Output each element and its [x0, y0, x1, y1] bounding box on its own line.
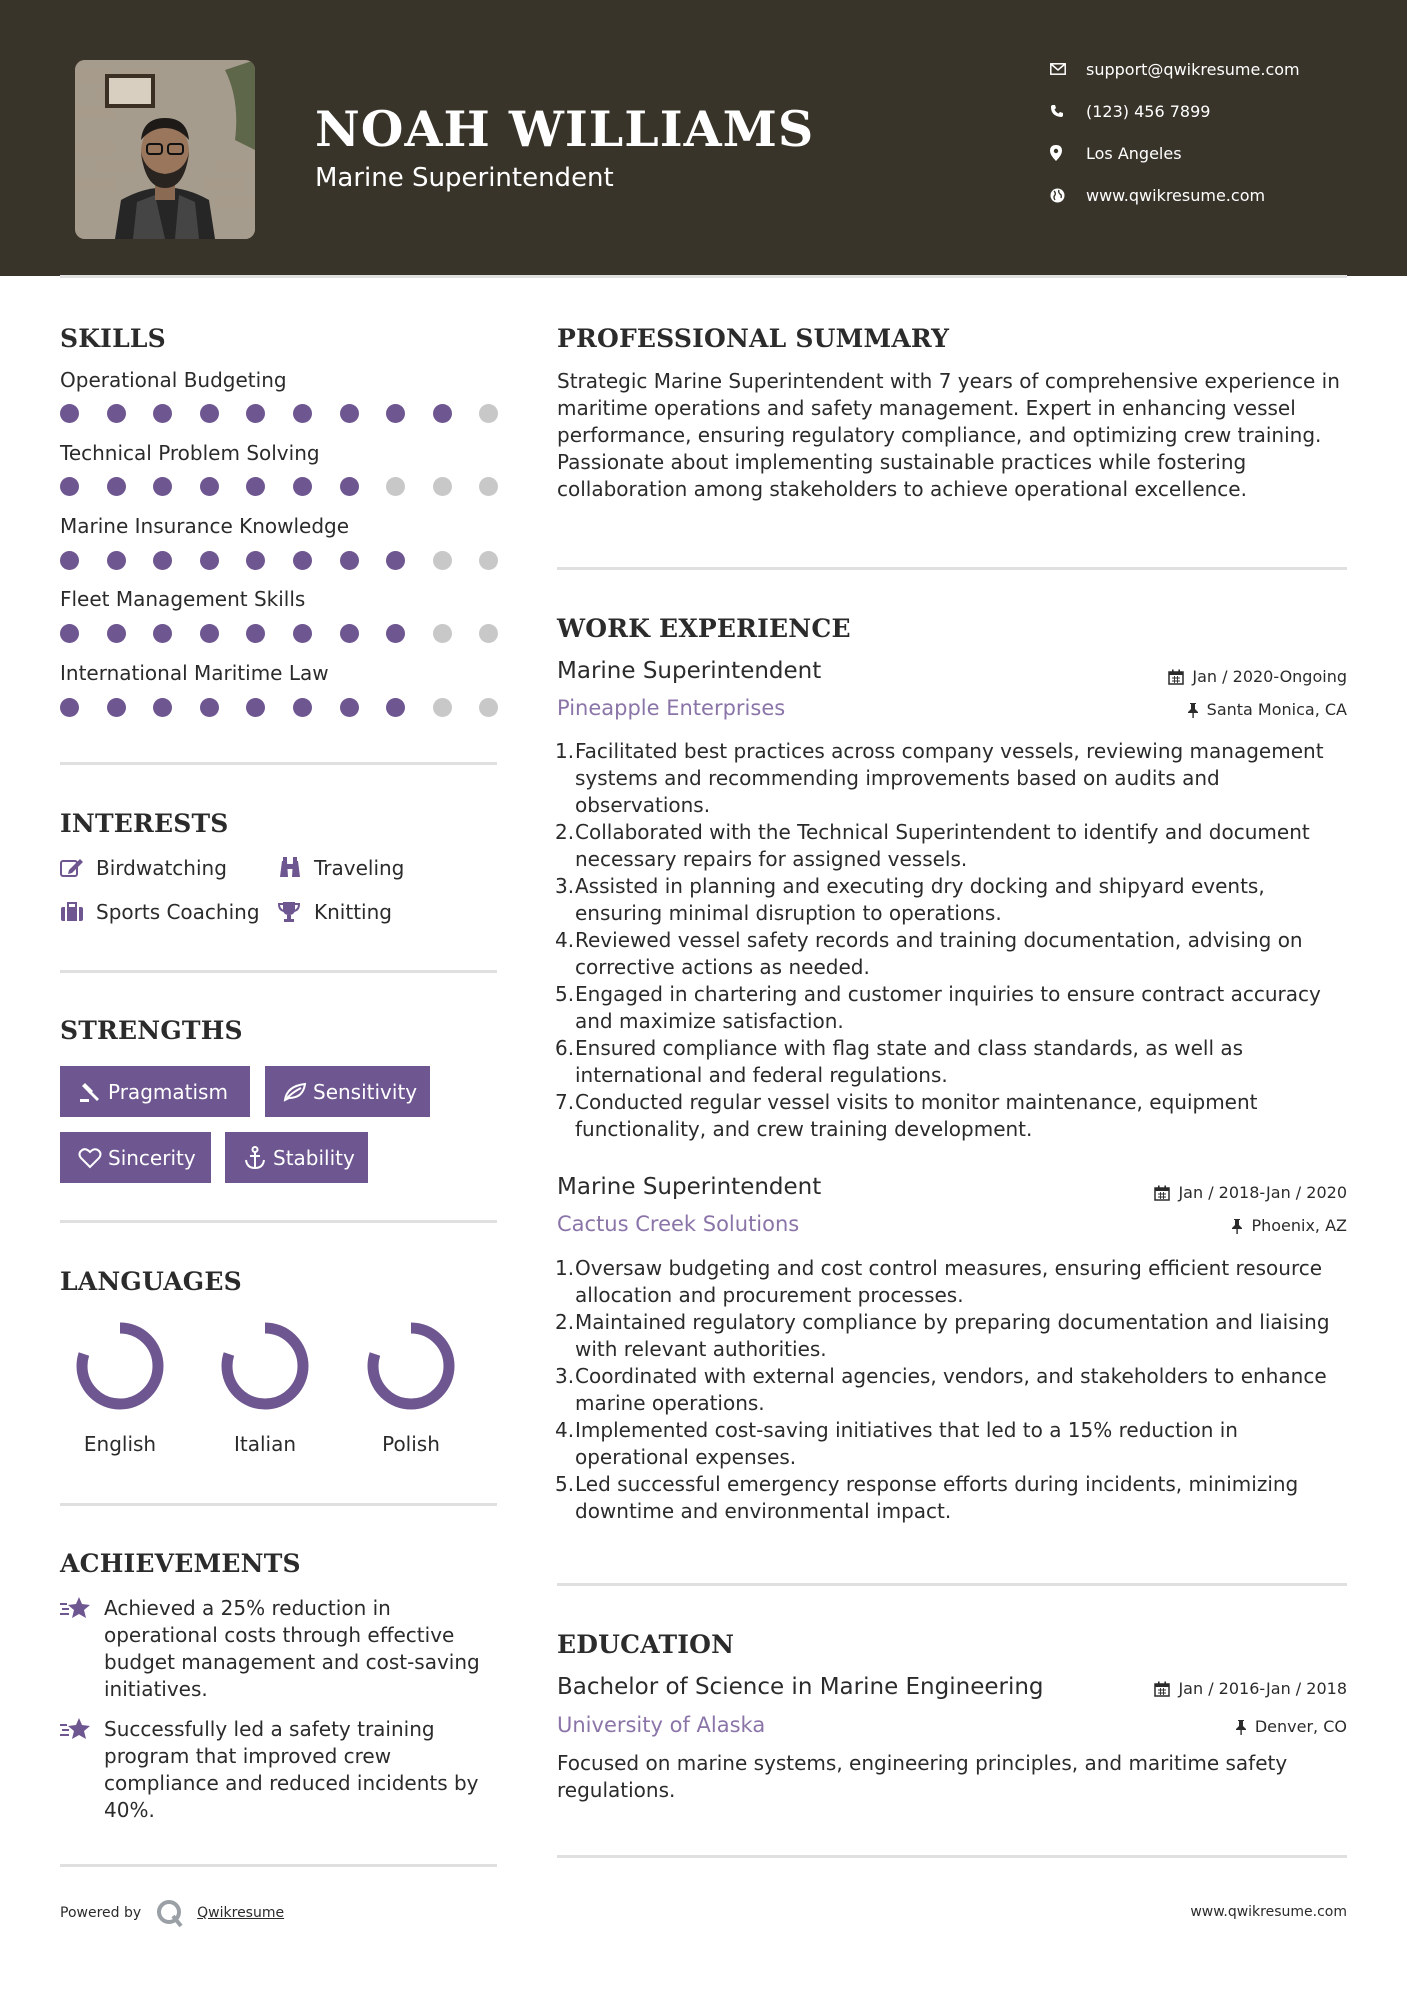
- skill-dot-filled: [246, 698, 265, 717]
- job-dates-text: Jan / 2020-Ongoing: [1192, 667, 1347, 686]
- pushpin-icon: [1231, 1218, 1243, 1234]
- globe-icon: [1050, 188, 1086, 203]
- skill-dot-filled: [60, 698, 79, 717]
- anchor-icon: [237, 1146, 273, 1170]
- section-divider: [557, 567, 1347, 570]
- degree-title: Bachelor of Science in Marine Engineering: [557, 1674, 1044, 1700]
- skill-rating: [60, 624, 500, 644]
- skill-dot-filled: [60, 477, 79, 496]
- contact-website[interactable]: [1050, 180, 1380, 210]
- skill-dot-filled: [246, 551, 265, 570]
- qwikresume-link[interactable]: Qwikresume: [197, 1905, 285, 1921]
- education-dates: [1154, 1679, 1347, 1698]
- skill-dot-filled: [153, 477, 172, 496]
- skill-dot-filled: [153, 551, 172, 570]
- skill-dot-filled: [293, 698, 312, 717]
- skill-dot-filled: [340, 551, 359, 570]
- job-dates: [1168, 667, 1347, 686]
- skill-name: Marine Insurance Knowledge: [60, 514, 350, 538]
- company-name: Cactus Creek Solutions: [557, 1212, 800, 1236]
- section-divider: [60, 762, 497, 765]
- education-dates-text: Jan / 2016-Jan / 2018: [1178, 1679, 1347, 1698]
- skill-dot-filled: [200, 624, 219, 643]
- star-icon: [60, 1716, 94, 1746]
- strength-label: Sincerity: [108, 1145, 196, 1170]
- skill-dot-empty: [479, 624, 498, 643]
- skill-dot-empty: [479, 477, 498, 496]
- skill-dot-filled: [433, 404, 452, 423]
- pencil-square-icon: [60, 858, 96, 878]
- skill-dot-filled: [107, 404, 126, 423]
- skill-dot-filled: [107, 698, 126, 717]
- star-icon: [60, 1595, 94, 1625]
- school-name: University of Alaska: [557, 1713, 766, 1737]
- job-title: Marine Superintendent: [557, 658, 822, 684]
- skill-rating: [60, 477, 500, 497]
- job-dates: [1154, 1183, 1347, 1202]
- contact-website-text: www.qwikresume.com: [1086, 185, 1266, 205]
- job-title: Marine Superintendent: [557, 1174, 822, 1200]
- skill-dot-filled: [200, 404, 219, 423]
- responsibility-text: Oversaw budgeting and cost control measures, ensuring efficient resource allocation and procurement processes.: [575, 1256, 1323, 1307]
- profile-photo: [75, 60, 255, 239]
- skill-dot-filled: [340, 624, 359, 643]
- strength-label: Stability: [273, 1145, 355, 1170]
- section-divider: [557, 1583, 1347, 1586]
- job-location-text: Santa Monica, CA: [1206, 700, 1347, 719]
- skill-dot-empty: [433, 698, 452, 717]
- responsibility-text: Coordinated with external agencies, vendors, and stakeholders to enhance marine operations.: [575, 1364, 1327, 1415]
- envelope-icon: [1050, 63, 1086, 75]
- interest-item: [278, 853, 404, 883]
- education-location-text: Denver, CO: [1254, 1717, 1347, 1736]
- language-gauge: [351, 1316, 471, 1416]
- skill-dot-filled: [340, 404, 359, 423]
- strength-chip: [60, 1132, 211, 1183]
- job-responsibilities: [557, 738, 1357, 1143]
- job-responsibilities: [557, 1255, 1357, 1525]
- skill-dot-empty: [433, 551, 452, 570]
- skill-dot-filled: [246, 624, 265, 643]
- list-number: 4.: [555, 928, 575, 952]
- list-number: 1.: [555, 1256, 575, 1280]
- skill-dot-empty: [479, 404, 498, 423]
- summary-text: Strategic Marine Superintendent with 7 years of comprehensive experience in maritime operations and safety management. Expert in enhancing vessel performance, ensuring regulatory compliance, and optimizing crew training. Passionate about implementing sustainable practices while fostering collaboration among stakeholders to achieve operational excellence.: [557, 369, 1340, 501]
- skill-dot-filled: [60, 404, 79, 423]
- responsibility-text: Maintained regulatory compliance by preparing documentation and liaising with relevant authorities.: [575, 1310, 1330, 1361]
- calendar-icon: [1154, 1681, 1170, 1697]
- skill-name: Fleet Management Skills: [60, 587, 306, 611]
- skill-name: Operational Budgeting: [60, 368, 287, 392]
- interest-item: [60, 853, 227, 883]
- interest-label: Birdwatching: [96, 856, 227, 880]
- experience-heading: WORK EXPERIENCE: [557, 614, 851, 643]
- footer-powered-by: [60, 1898, 284, 1928]
- language-label: English: [83, 1432, 157, 1456]
- strength-label: Sensitivity: [313, 1079, 418, 1104]
- interest-label: Sports Coaching: [96, 900, 260, 924]
- strength-label: Pragmatism: [108, 1079, 228, 1104]
- responsibility-item: [557, 1089, 1357, 1143]
- skill-name: International Maritime Law: [60, 661, 329, 685]
- summary-heading: PROFESSIONAL SUMMARY: [557, 324, 950, 353]
- responsibility-text: Implemented cost-saving initiatives that led to a 15% reduction in operational expenses.: [575, 1418, 1238, 1469]
- responsibility-text: Assisted in planning and executing dry docking and shipyard events, ensuring minimal disruption to operations.: [575, 874, 1265, 925]
- contact-phone-text: (123) 456 7899: [1086, 101, 1211, 121]
- job-location: [1231, 1216, 1347, 1235]
- strengths-heading: STRENGTHS: [60, 1016, 243, 1045]
- language-level-arc: [82, 1328, 158, 1404]
- job-location-text: Phoenix, AZ: [1251, 1216, 1347, 1235]
- responsibility-text: Ensured compliance with flag state and class standards, as well as international and federal regulations.: [575, 1036, 1244, 1087]
- section-divider: [60, 970, 497, 973]
- skill-dot-filled: [386, 698, 405, 717]
- education-heading: EDUCATION: [557, 1630, 735, 1659]
- list-number: 4.: [555, 1418, 575, 1442]
- responsibility-item: [557, 819, 1357, 873]
- interest-label: Knitting: [314, 900, 392, 924]
- skill-dot-filled: [340, 698, 359, 717]
- skill-dot-empty: [386, 477, 405, 496]
- list-number: 5.: [555, 982, 575, 1006]
- skill-dot-filled: [293, 477, 312, 496]
- skill-dot-filled: [107, 477, 126, 496]
- pushpin-icon: [1235, 1719, 1247, 1735]
- list-number: 2.: [555, 820, 575, 844]
- responsibility-item: [557, 1035, 1357, 1089]
- calendar-icon: [1154, 1185, 1170, 1201]
- skill-dot-filled: [107, 551, 126, 570]
- skill-rating: [60, 551, 500, 571]
- contact-email[interactable]: [1050, 54, 1380, 84]
- contact-location: [1050, 138, 1380, 168]
- skill-dot-filled: [293, 624, 312, 643]
- responsibility-item: [557, 1363, 1357, 1417]
- powered-by-text: Powered by: [60, 1905, 142, 1921]
- responsibility-text: Facilitated best practices across company vessels, reviewing management systems and recommending improvements based on audits and observations.: [575, 739, 1324, 817]
- list-number: 6.: [555, 1036, 575, 1060]
- interests-heading: INTERESTS: [60, 809, 229, 838]
- language-gauge: [60, 1316, 180, 1416]
- skill-dot-filled: [386, 404, 405, 423]
- interest-item: [278, 897, 392, 927]
- skill-dot-filled: [340, 477, 359, 496]
- interest-item: [60, 897, 260, 927]
- skill-dot-filled: [200, 698, 219, 717]
- header-divider: [60, 275, 1347, 278]
- leaf-icon: [277, 1082, 313, 1102]
- responsibility-item: [557, 1255, 1357, 1309]
- languages-heading: LANGUAGES: [60, 1267, 242, 1296]
- responsibility-item: [557, 738, 1357, 819]
- skill-dot-filled: [200, 551, 219, 570]
- responsibility-item: [557, 927, 1357, 981]
- resume-header: [0, 0, 1407, 276]
- skill-dot-empty: [433, 624, 452, 643]
- skill-dot-filled: [386, 624, 405, 643]
- responsibility-item: [557, 873, 1357, 927]
- skills-heading: SKILLS: [60, 324, 166, 353]
- skill-dot-filled: [246, 404, 265, 423]
- skill-dot-filled: [200, 477, 219, 496]
- interest-label: Traveling: [314, 856, 405, 880]
- contact-phone[interactable]: [1050, 96, 1380, 126]
- education-description: Focused on marine systems, engineering principles, and maritime safety regulations.: [557, 1751, 1288, 1802]
- responsibility-text: Collaborated with the Technical Superintendent to identify and document necessary repairs for assigned vessels.: [575, 820, 1310, 871]
- achievement-text: Achieved a 25% reduction in operational costs through effective budget management and cost-saving initiatives.: [104, 1596, 480, 1701]
- section-divider: [60, 1503, 497, 1506]
- responsibility-text: Led successful emergency response efforts during incidents, minimizing downtime and environmental impact.: [575, 1472, 1299, 1523]
- list-number: 1.: [555, 739, 575, 763]
- responsibility-text: Reviewed vessel safety records and training documentation, advising on corrective actions as needed.: [575, 928, 1303, 979]
- strength-chip: [265, 1066, 430, 1117]
- skill-dot-filled: [293, 551, 312, 570]
- language-label: Polish: [382, 1432, 440, 1456]
- trophy-icon: [278, 901, 314, 923]
- language-level-arc: [227, 1328, 303, 1404]
- briefcase-icon: [60, 902, 96, 922]
- strength-chip: [225, 1132, 368, 1183]
- skill-dot-empty: [433, 477, 452, 496]
- list-number: 7.: [555, 1090, 575, 1114]
- achievement-text: Successfully led a safety training program that improved crew compliance and reduced incidents by 40%.: [104, 1717, 479, 1822]
- job-dates-text: Jan / 2018-Jan / 2020: [1178, 1183, 1347, 1202]
- responsibility-item: [557, 1471, 1357, 1525]
- responsibility-text: Engaged in chartering and customer inquiries to ensure contract accuracy and maximize satisfaction.: [575, 982, 1321, 1033]
- list-number: 3.: [555, 1364, 575, 1388]
- skill-dot-filled: [153, 624, 172, 643]
- contact-email-text: support@qwikresume.com: [1086, 59, 1300, 79]
- section-divider: [60, 1864, 497, 1867]
- skill-dot-empty: [479, 698, 498, 717]
- gavel-icon: [72, 1081, 108, 1103]
- responsibility-item: [557, 981, 1357, 1035]
- binoculars-icon: [278, 857, 314, 879]
- skill-dot-filled: [386, 551, 405, 570]
- candidate-name: NOAH WILLIAMS: [315, 100, 815, 158]
- phone-icon: [1050, 104, 1086, 118]
- list-number: 3.: [555, 874, 575, 898]
- achievements-heading: ACHIEVEMENTS: [60, 1549, 301, 1578]
- qwikresume-logo-icon: [155, 1898, 185, 1928]
- skill-dot-filled: [293, 404, 312, 423]
- language-label: Italian: [233, 1432, 297, 1456]
- list-number: 5.: [555, 1472, 575, 1496]
- responsibility-text: Conducted regular vessel visits to monitor maintenance, equipment functionality, and crew training development.: [575, 1090, 1258, 1141]
- heart-icon: [72, 1147, 108, 1169]
- section-divider: [557, 1855, 1347, 1858]
- skill-dot-filled: [60, 624, 79, 643]
- map-marker-icon: [1050, 145, 1086, 161]
- skill-dot-filled: [153, 698, 172, 717]
- skill-dot-filled: [60, 551, 79, 570]
- section-divider: [60, 1220, 497, 1223]
- list-number: 2.: [555, 1310, 575, 1334]
- skill-dot-filled: [153, 404, 172, 423]
- skill-dot-empty: [479, 551, 498, 570]
- education-location: [1235, 1717, 1347, 1736]
- pushpin-icon: [1187, 702, 1199, 718]
- skill-dot-filled: [246, 477, 265, 496]
- skill-rating: [60, 698, 500, 718]
- company-name: Pineapple Enterprises: [557, 696, 786, 720]
- calendar-icon: [1168, 669, 1184, 685]
- responsibility-item: [557, 1309, 1357, 1363]
- responsibility-item: [557, 1417, 1357, 1471]
- skill-rating: [60, 404, 500, 424]
- candidate-title: Marine Superintendent: [315, 163, 614, 193]
- skill-dot-filled: [107, 624, 126, 643]
- strength-chip: [60, 1066, 250, 1117]
- job-location: [1187, 700, 1347, 719]
- footer-url[interactable]: www.qwikresume.com: [1190, 1904, 1347, 1920]
- language-gauge: [205, 1316, 325, 1416]
- skill-name: Technical Problem Solving: [60, 441, 320, 465]
- language-level-arc: [373, 1328, 449, 1404]
- contact-location-text: Los Angeles: [1086, 143, 1182, 163]
